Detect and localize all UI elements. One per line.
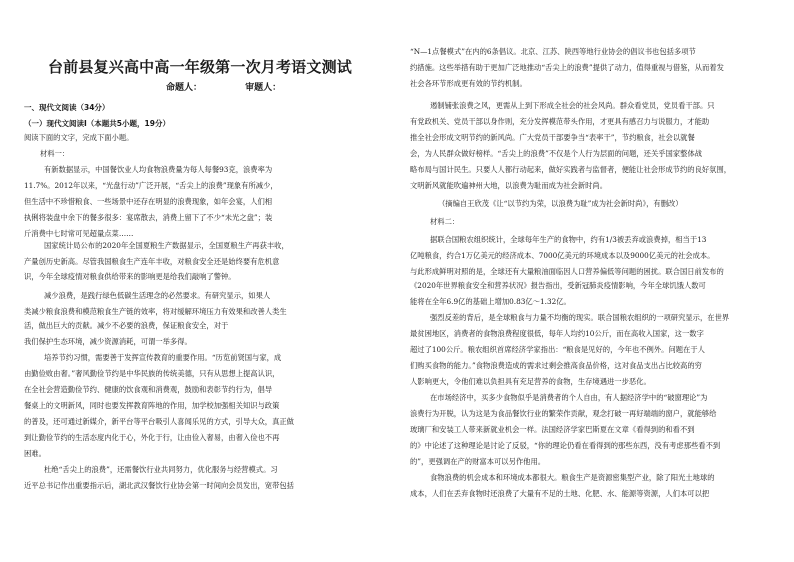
paragraph-line: 斤消费中七时常可见超量点菜…… [24,229,134,238]
paragraph-line: 我们保护生态环境，减少资源消耗，可谓一举多得。 [24,337,192,346]
paragraph-line: 社会各环节形成更有效的节约机制。 [410,79,527,88]
paragraph-line: 11.7%。2012年以来，“光盘行动”广泛开展，“舌尖上的浪费”现象有所减少， [24,181,278,190]
paragraph-line: 最贫困地区，消费者的食物浪费程度很低，每年人均约10公斤，而在高收入国家，这一数字 [410,329,704,338]
page-title: 台前县复兴高中高一年级第一次月考语文测试 [47,58,352,76]
paragraph-line: 活，做出巨大的贡献。减少不必要的浪费，保证粮食安全，对于 [24,321,229,330]
paragraph-line: 约措施。这些举措有助于更加广泛地推动“舌尖上的浪费”提供了动力，值得重视与借鉴，从而着发 [410,63,724,72]
paragraph-line: 的》中论述了这种理论是讨论了反驳，“你的理论仍看在看得到的那些东西，没有考虑那些看不到 [410,441,721,450]
paragraph-line: 的”，更强调在产的财富本可以另作他用。 [410,457,546,466]
paragraph-line: 强烈反差的背后，是全球粮食与力量不均衡的现实。联合国粮农组织的一项研究显示，在世界 [430,313,730,322]
material-label: 材料一： [40,149,70,158]
paragraph-line: 产量创历史新高。尽管我国粮食生产连年丰收，对粮食安全还是始终要有危机意 [24,257,280,266]
paragraph-line: 《2020年世界粮食安全和营养状况》报告指出，受新冠肺炎疫情影响，今年全球饥饿人数可 [410,281,706,290]
paragraph-line: 能将在全年6.9亿的基础上增加0.83亿～1.32亿。 [410,297,571,306]
material-label: 材料二： [430,217,460,226]
section-heading: 一、现代文阅读（34分） [24,103,110,112]
paragraph-line: 但生活中不珍惜粮食、一些场景中还存在明显的浪费现象，如年会宴，人们相 [24,197,273,206]
paragraph-line: 杜绝“舌尖上的浪费”，还需餐饮行业共同努力，优化服务与经营模式。习 [44,465,278,474]
paragraph-line: 与此形成鲜明对照的是，全球还有大量粮油面临因人口营养偏低等问题的困扰。联合国日前发布的 [410,267,724,276]
paragraph-line: 会，为人民群众做好榜样。“舌尖上的浪费”不仅是个人行为层面的问题，还关乎国家整体战 [410,149,703,158]
paragraph-line: 玻璃厂和安装工人带来新就业机会一样。法国经济学家巴斯夏在文章《看得到的和看不到 [410,425,695,434]
paragraph-line: 文明新风就能吹遍神州大地，以浪费为耻而成为社会新时尚。 [410,181,608,190]
paragraph-line: 识，今年全球疫情对粮食供给带来的影响更是给我们敲响了警钟。 [24,272,236,281]
paragraph-line: 在全社会营造勤俭节约、健康的饮食观和消费观，鼓励和表彰节约行为，倡导 [24,385,273,394]
paragraph-line: 成本，人们在丢弃食物时还浪费了大量有不足的土地、化肥、水、能源等资源，人们本可以把 [410,489,710,498]
paragraph-line: 遏制铺张浪费之风，更需从上到下形成全社会的社会风尚。群众看党员，党员看干部。只 [430,101,715,110]
paragraph-line: 浪费行为开脱，认为这是为食品餐饮行业的繁荣作贡献，观念打破一再好端端的窗户，就能够给 [410,409,717,418]
paragraph-line: 类减少粮食浪费和模范粮食生产链的效率，将对缓解环境压力有效果和改善人类生 [24,307,287,316]
paragraph-line: 有党政机关、党员干部以身作则，充分发挥模范带头作用，才更具有感召力与说服力，才能助 [410,117,710,126]
subsection-heading: （一）现代文阅读Ⅰ（本题共5小题，19分） [24,119,170,128]
paragraph-line: 到让勤俭节约的生活态度内化于心，外化于行，让由俭入奢易，由奢入俭也不再 [24,433,280,442]
paragraph-line: 执俐将装盘中余下的餐多很多：宴席散去，消费上留下了不少“未光之盘”；装 [24,213,273,222]
paragraph-line: 困难。 [24,449,46,458]
paragraph-line: 亿吨粮食，约合1万亿美元的经济成本、7000亿美元的环境成本以及9000亿美元的社会成本。 [410,251,715,260]
paragraph-line: 超过了100公斤。粮农组织首席经济学家指出：“粮食是见好的，今年也不例外。问题在于人 [410,345,705,354]
paragraph-line: 们购买食物的能力。”食物浪费造成的需求过剩会推高食品价格，这对食品支出占比较高的穷 [410,361,702,370]
source-citation: （摘编自王欣茂《让“以节约为荣，以浪费为耻”成为社会新时尚》，有删改） [438,199,683,208]
paragraph-line: 减少浪费，是践行绿色低碳生活理念的必然要求。有研究显示，如果人 [44,291,271,300]
paragraph-line: 略布局与国计民生。只要人人都行动起来，做好实践者与监督者，便能让社会形成节约的良好氛围， [410,165,732,174]
instruction-text: 阅读下面的文字，完成下面小题。 [24,133,134,142]
paragraph-line: 餐桌上的文明新风，同时也要发挥教育阵地的作用，加学校加强相关知识与政策 [24,401,280,410]
paragraph-line: 人影响更大，令他们难以负担具有充足营养的食物，生存境遇进一步恶化。 [410,377,651,386]
authors-line [166,80,321,93]
paragraph-line: 推全社会形成文明节约的新风尚。广大党员干部要争当“表率干”，节约粮食，社会以就餐 [410,133,695,142]
paragraph-line: 近平总书记作出重要指示后，湖北武汉餐饮行业协会第一时间向会员发出，宽带包括 [24,481,294,490]
paragraph-line: 国家统计局公布的2020年全国夏粮生产数据显示，全国夏粮生产再获丰收， [44,241,289,250]
paragraph-line: “N—1点餐模式”在内的6条倡议。北京、江苏、陕西等地行业协会的倡议书也包括多项节 [410,47,696,56]
paragraph-line: 培养节约习惯，需要善于发挥宣传教育的重要作用。“历览前贤国与家，成 [44,353,282,362]
paragraph-line: 据联合国粮农组织统计，全球每年生产的食物中，约有1/3被丢弃或浪费掉，相当于13 [430,235,707,244]
paragraph-line: 的普及，还可通过新媒介，新平台等平台吸引人喜闻乐见的方式，引导大众，真正做 [24,417,294,426]
paragraph-line: 在市场经济中，买多少食物似乎是消费者的个人自由，有人据经济学中的“破窗理论”为 [430,393,708,402]
paragraph-line: 由勤俭败由奢。”奢风勤俭节约是中华民族的传统美德，只有从思想上提高认识， [24,369,280,378]
paragraph-line: 食物浪费的机会成本和环境成本都很大。粮食生产是资源密集型产业，除了阳光土地球的 [430,473,715,482]
paragraph-line: 有新数据显示，中国餐饮业人均食物浪费量为每人每餐93克，浪费率为 [44,165,273,174]
proposer-label: 命题人： [166,83,203,93]
reviewer-label: 审题人： [245,83,282,93]
